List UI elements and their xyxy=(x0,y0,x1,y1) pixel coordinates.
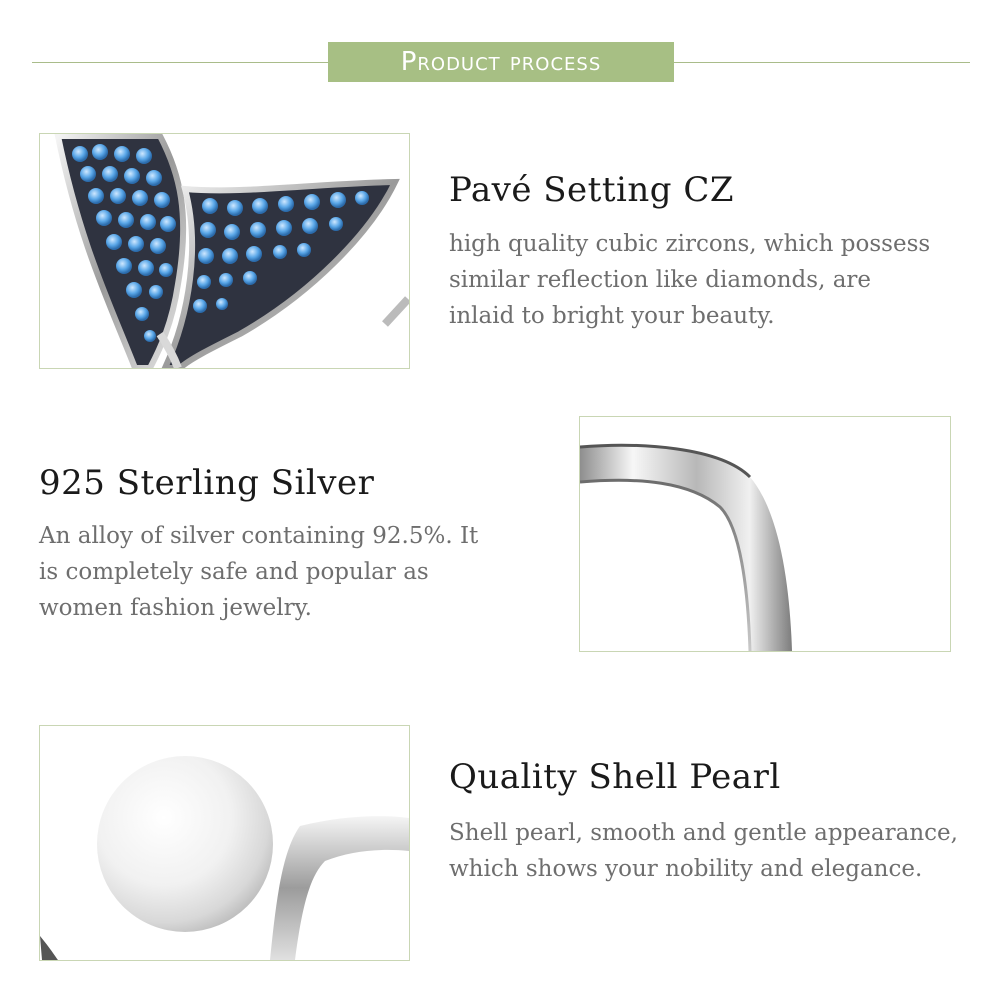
feature-title-shell-pearl: Quality Shell Pearl xyxy=(449,757,781,797)
silver-band-image xyxy=(579,416,951,652)
mermaid-tail-illustration xyxy=(40,134,409,368)
feature-desc-pave-setting: high quality cubic zircons, which possess similar reflection like diamonds, are inlaid to bright your beauty. xyxy=(449,231,931,329)
header-rule-left xyxy=(32,62,328,63)
feature-title-pave-setting: Pavé Setting CZ xyxy=(449,170,734,210)
feature-desc-shell-pearl: Shell pearl, smooth and gentle appearance, which shows your nobility and elegance. xyxy=(449,820,958,882)
silver-band-illustration xyxy=(580,417,950,651)
mermaid-tail-cz-image xyxy=(39,133,410,369)
section-header-banner: Product process xyxy=(328,42,674,82)
header-rule-right xyxy=(674,62,970,63)
feature-desc-sterling-silver: An alloy of silver containing 92.5%. It is completely safe and popular as women fashion jewelry. xyxy=(39,523,479,621)
shell-pearl-image xyxy=(39,725,410,961)
feature-title-sterling-silver: 925 Sterling Silver xyxy=(39,463,375,503)
shell-pearl-illustration xyxy=(40,726,409,960)
